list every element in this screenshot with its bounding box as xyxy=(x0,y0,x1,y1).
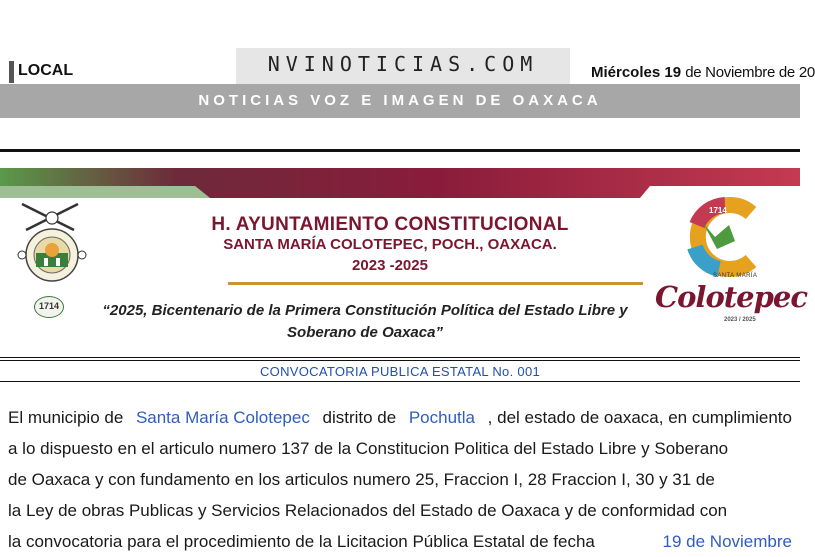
letterhead-gold-rule xyxy=(228,282,643,285)
letterhead-place: SANTA MARÍA COLOTEPEC, POCH., OAXACA. xyxy=(223,236,557,253)
notice-body xyxy=(8,402,792,557)
text-run: la Ley de obras Publicas y Servicios Relacionados del Estado de Oaxaca y de conformidad con xyxy=(8,501,728,520)
crest-year-badge: 1714 xyxy=(34,296,64,318)
logo-years: 2023 / 2025 xyxy=(724,317,756,323)
motto-line-1: “2025, Bicentenario de la Primera Constitución Política del Estado Libre y xyxy=(102,302,628,319)
text-run: , del estado de oaxaca, en cumplimiento xyxy=(487,408,792,427)
divider-rule xyxy=(0,360,800,361)
date-rest: de Noviembre de 20 xyxy=(685,64,815,81)
text-run: distrito de xyxy=(322,408,397,427)
logo-wordmark: Colotepec xyxy=(655,280,808,314)
body-line-5 xyxy=(8,526,792,557)
body-line-2 xyxy=(8,433,792,464)
logo-small-caption: SANTA MARÍA xyxy=(713,273,758,279)
motto-line-2: Soberano de Oaxaca” xyxy=(287,324,443,341)
colotepec-logo-icon xyxy=(655,197,775,277)
date-line xyxy=(591,64,815,81)
letterhead-term: 2023 -2025 xyxy=(352,257,428,274)
svg-text:1714: 1714 xyxy=(709,206,727,215)
divider-rule xyxy=(0,381,800,382)
section-marker xyxy=(9,61,14,83)
text-run: a lo dispuesto en el articulo numero 137 de la Constitucion Politica del Estado Libre y Soberano xyxy=(8,439,729,458)
divider-rule xyxy=(0,357,800,358)
body-line-4 xyxy=(8,495,792,526)
section-label[interactable]: LOCAL xyxy=(18,62,74,79)
date-link[interactable]: 19 de Noviembre xyxy=(662,532,792,551)
district-link[interactable]: Pochutla xyxy=(408,408,476,427)
text-run: El municipio de xyxy=(8,408,124,427)
body-line-1 xyxy=(8,402,792,433)
date-day: 19 xyxy=(664,64,682,81)
letterhead-band xyxy=(0,166,800,200)
convocatoria-heading: CONVOCATORIA PUBLICA ESTATAL No. 001 xyxy=(259,364,541,379)
date-weekday: Miércoles xyxy=(591,64,661,81)
masthead xyxy=(0,0,815,125)
body-line-3 xyxy=(8,464,792,495)
site-name[interactable]: NVINOTICIAS.COM xyxy=(267,52,539,76)
crest-emblem-icon xyxy=(14,200,94,295)
municipality-link[interactable]: Santa María Colotepec xyxy=(135,408,310,427)
text-run: de Oaxaca y con fundamento en los articulos numero 25, Fraccion I, 28 Fraccion I, 30 y 31 de xyxy=(8,470,715,489)
letterhead-title: H. AYUNTAMIENTO CONSTITUCIONAL xyxy=(211,214,569,235)
tagline: NOTICIAS VOZ E IMAGEN DE OAXACA xyxy=(198,92,602,109)
text-run: la convocatoria para el procedimiento de la Licitacion Pública Estatal de fecha xyxy=(8,532,595,551)
letterhead-motto xyxy=(70,300,660,344)
letterhead xyxy=(0,152,808,362)
